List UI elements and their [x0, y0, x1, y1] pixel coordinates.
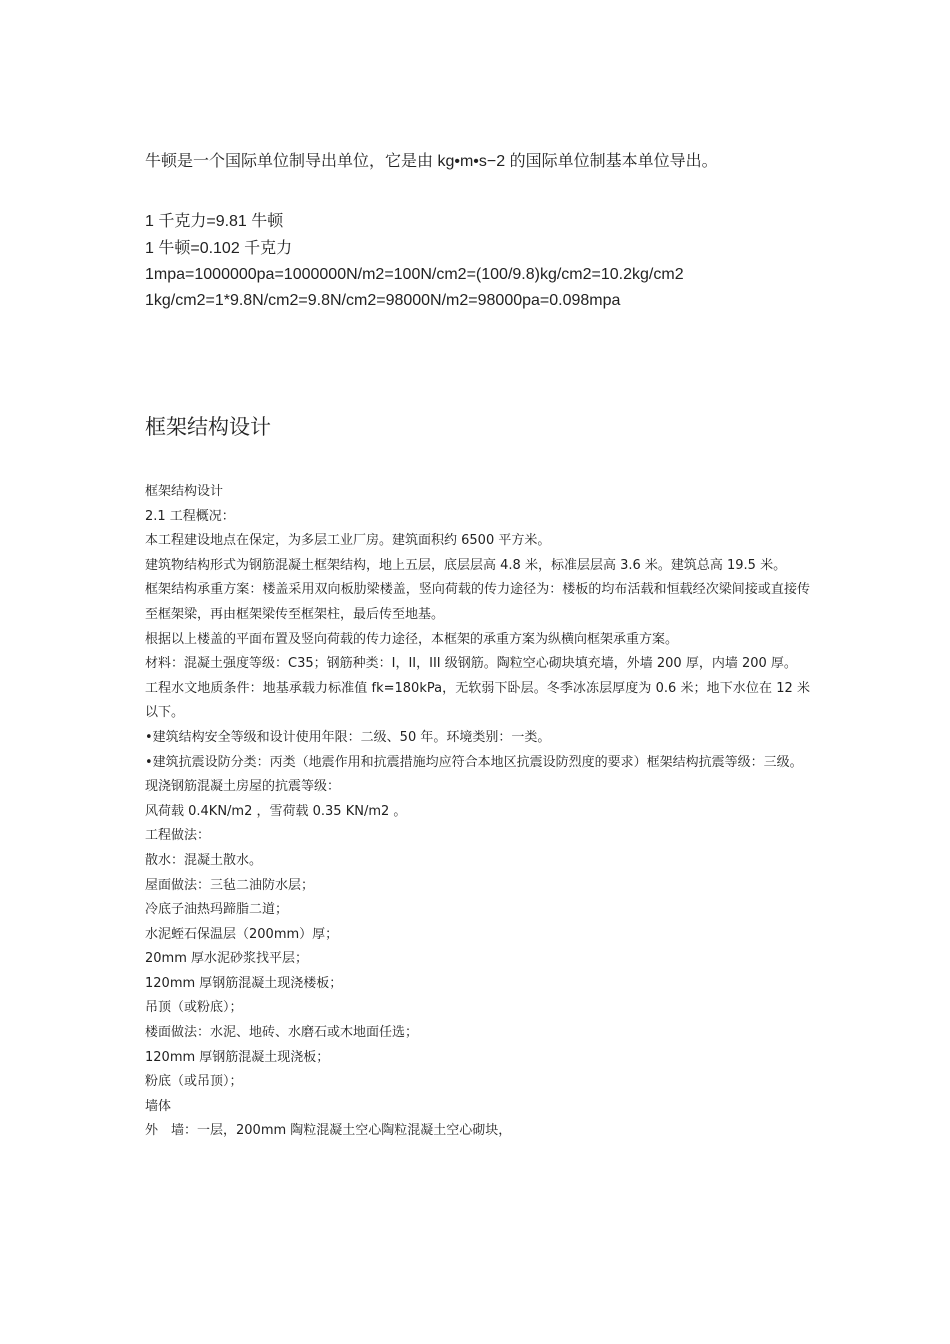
newton-definition-text: 牛顿是一个国际单位制导出单位，它是由 kg•m•s−2 的国际单位制基本单位导出。	[145, 153, 718, 170]
section-heading: 框架结构设计	[145, 415, 271, 439]
paragraph: •建筑抗震设防分类：丙类（地震作用和抗震措施均应符合本地区抗震设防烈度的要求）框架结构抗震等级：三级。	[145, 754, 803, 770]
paragraph: 建筑物结构形式为钢筋混凝土框架结构，地上五层，底层层高 4.8 米，标准层层高 3.6 米。建筑总高 19.5 米。	[145, 557, 787, 573]
paragraph: 工程水文地质条件：地基承载力标准值 fk=180kPa，无软弱下卧层。冬季冰冻层厚度为 0.6 米；地下水位在 12 米以下。	[145, 680, 810, 721]
paragraph: 墙体	[145, 1098, 172, 1114]
paragraph: 冷底子油热玛蹄脂二道；	[145, 902, 289, 918]
paragraph: 屋面做法：三毡二油防水层；	[145, 877, 315, 893]
paragraph: 根据以上楼盖的平面布置及竖向荷载的传力途径，本框架的承重方案为纵横向框架承重方案。	[145, 631, 679, 647]
paragraph: 材料：混凝土强度等级：C35；钢筋种类：I，II，III 级钢筋。陶粒空心砌块填充墙，外墙 200 厚，内墙 200 厚。	[145, 656, 797, 672]
paragraph: 楼面做法：水泥、地砖、水磨石或木地面任选；	[145, 1025, 419, 1041]
paragraph: 20mm 厚水泥砂浆找平层；	[145, 951, 309, 967]
spacer	[145, 174, 845, 208]
paragraph: 框架结构设计	[145, 484, 224, 499]
conversion-line: 1 牛顿=0.102 千克力	[145, 240, 293, 257]
paragraph: 框架结构承重方案：楼盖采用双向板肋梁楼盖，竖向荷载的传力途径为：楼板的均布活载和恒载经次梁间接或直接传至框架梁，再由框架梁传至框架柱，最后传至地基。	[145, 582, 810, 622]
paragraph: •建筑结构安全等级和设计使用年限：二级、50 年。环境类别：一类。	[145, 729, 551, 745]
design-description	[145, 480, 810, 1144]
conversion-line: 1 千克力=9.81 牛顿	[145, 213, 284, 230]
paragraph: 本工程建设地点在保定，为多层工业厂房。建筑面积约 6500 平方米。	[145, 533, 551, 549]
paragraph: 工程做法：	[145, 828, 211, 844]
paragraph: 外 墙：一层，200mm 陶粒混凝土空心陶粒混凝土空心砌块，	[145, 1123, 512, 1139]
paragraph: 现浇钢筋混凝土房屋的抗震等级：	[145, 779, 341, 795]
paragraph: 2.1 工程概况：	[145, 508, 235, 524]
paragraph: 水泥蛭石保温层（200mm）厚；	[145, 926, 339, 942]
paragraph: 粉底（或吊顶）；	[145, 1074, 243, 1090]
paragraph: 120mm 厚钢筋混凝土现浇楼板；	[145, 975, 343, 991]
unit-conversion-block	[145, 150, 845, 314]
paragraph: 120mm 厚钢筋混凝土现浇板；	[145, 1049, 330, 1065]
paragraph: 散水：混凝土散水。	[145, 852, 263, 868]
conversion-line: 1kg/cm2=1*9.8N/cm2=9.8N/cm2=98000N/m2=98000pa=0.098mpa	[145, 292, 621, 309]
conversion-line: 1mpa=1000000pa=1000000N/m2=100N/cm2=(100/9.8)kg/cm2=10.2kg/cm2	[145, 266, 684, 283]
paragraph: 吊顶（或粉底）；	[145, 1000, 243, 1016]
paragraph: 风荷载 0.4KN/m2 ，雪荷载 0.35 KN/m2 。	[145, 803, 407, 819]
